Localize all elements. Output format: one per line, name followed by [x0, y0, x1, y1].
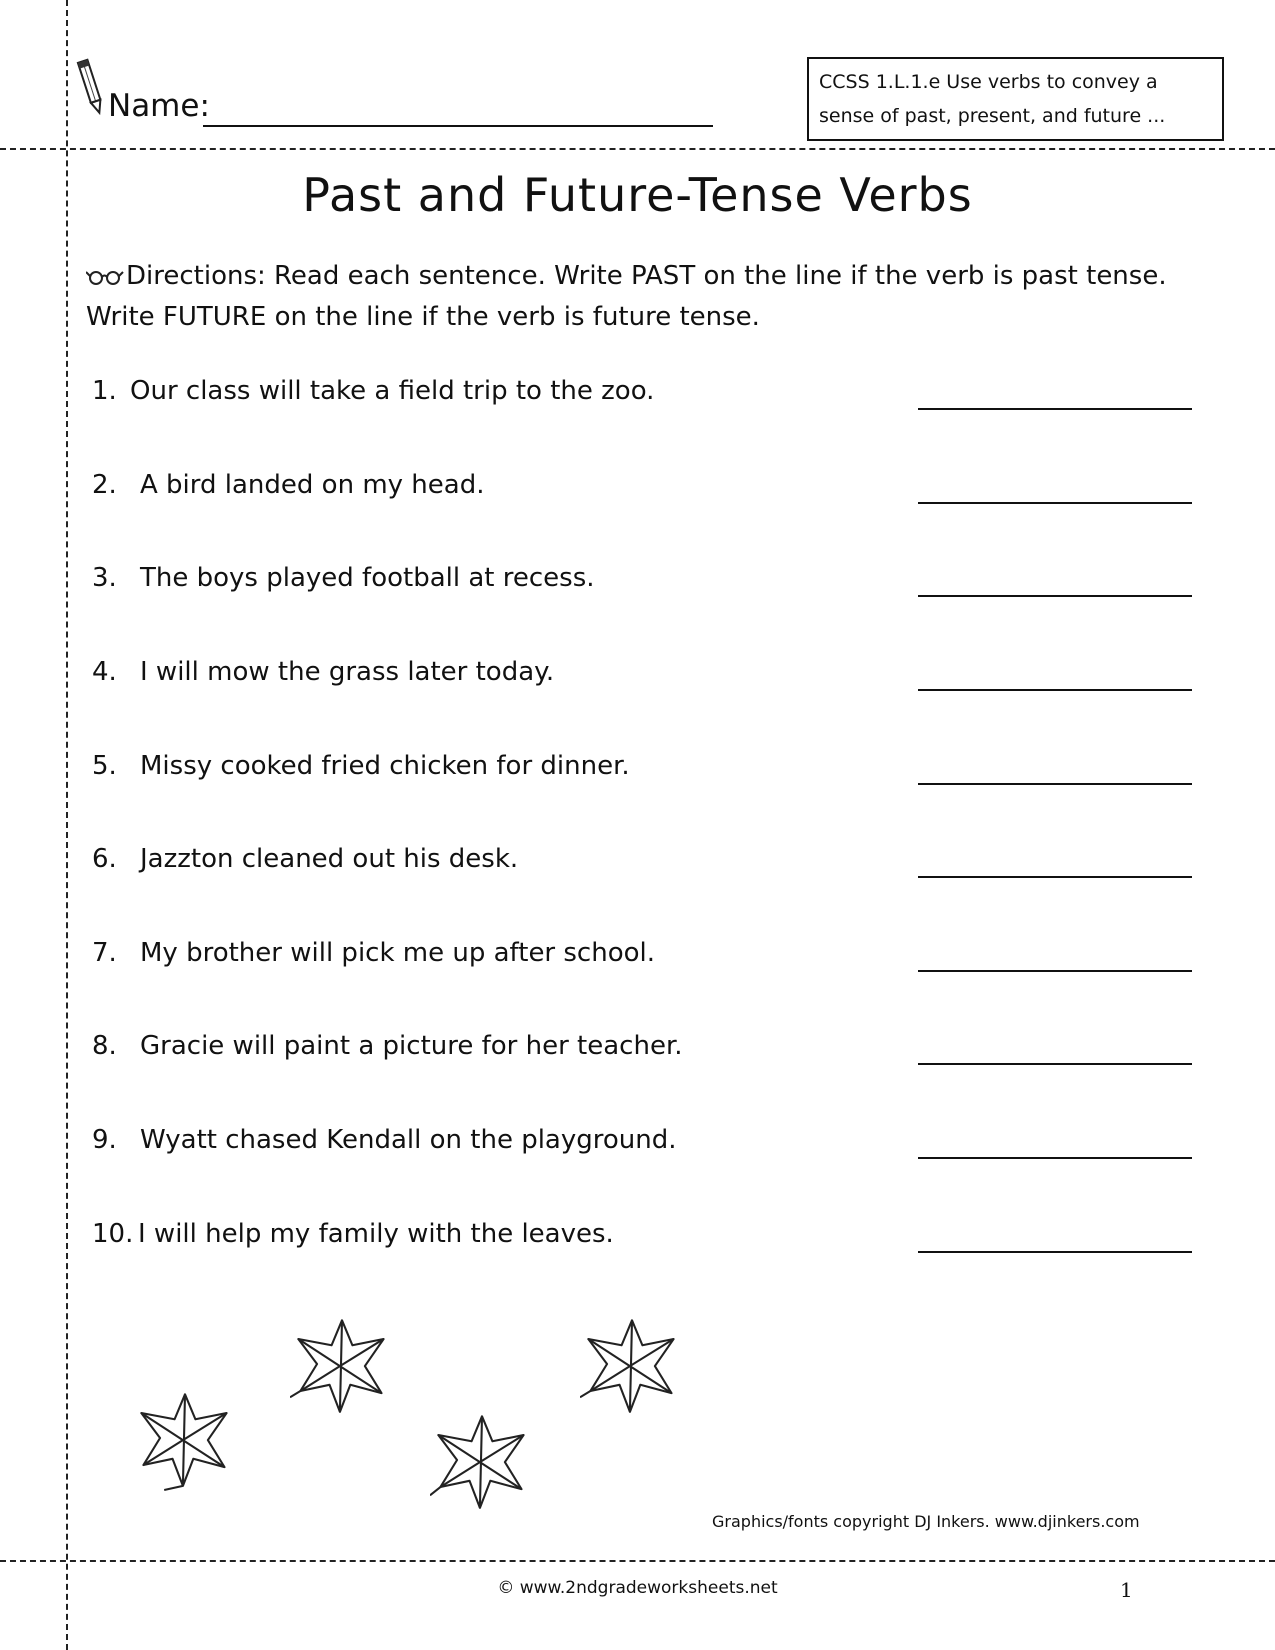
- leaf-icon: [133, 1384, 237, 1492]
- question-text: Jazzton cleaned out his desk.: [140, 844, 519, 874]
- directions: [86, 256, 1206, 338]
- question-text: My brother will pick me up after school.: [140, 938, 656, 968]
- graphics-credit: Graphics/fonts copyright DJ Inkers. www.djinkers.com: [712, 1512, 1140, 1531]
- question-number: 5.: [92, 751, 117, 781]
- question-text: The boys played football at recess.: [140, 563, 595, 593]
- question-row: [92, 657, 1202, 697]
- standard-box: CCSS 1.L.1.e Use verbs to convey a sense of past, present, and future ...: [807, 57, 1224, 141]
- answer-line[interactable]: [918, 783, 1192, 785]
- question-row: [92, 470, 1202, 510]
- question-text: I will mow the grass later today.: [140, 657, 555, 687]
- leaf-icon: [290, 1310, 394, 1418]
- question-number: 9.: [92, 1125, 117, 1155]
- question-number: 2.: [92, 470, 117, 500]
- question-text: I will help my family with the leaves.: [138, 1219, 614, 1249]
- question-text: Gracie will paint a picture for her teacher.: [140, 1031, 683, 1061]
- bottom-dashed-border: [0, 1560, 1275, 1562]
- answer-line[interactable]: [918, 970, 1192, 972]
- question-row: [92, 1125, 1202, 1165]
- page-number: 1: [1120, 1578, 1133, 1602]
- pencil-icon: [76, 56, 106, 118]
- answer-line[interactable]: [918, 876, 1192, 878]
- question-row: [92, 751, 1202, 791]
- question-number: 10.: [92, 1219, 134, 1249]
- question-row: [92, 376, 1202, 416]
- answer-line[interactable]: [918, 1063, 1192, 1065]
- question-text: Our class will take a field trip to the zoo.: [130, 376, 655, 406]
- directions-text: Directions: Read each sentence. Write PAST on the line if the verb is past tense. Write FUTURE on the line if the verb is future tense.: [86, 261, 1167, 332]
- top-dashed-border: [0, 148, 1275, 150]
- footer-website: © www.2ndgradeworksheets.net: [497, 1578, 778, 1598]
- question-text: Wyatt chased Kendall on the playground.: [140, 1125, 677, 1155]
- leaf-icon: [430, 1406, 534, 1514]
- answer-line[interactable]: [918, 1157, 1192, 1159]
- question-row: [92, 844, 1202, 884]
- question-number: 7.: [92, 938, 117, 968]
- name-label: Name:: [108, 88, 210, 124]
- question-row: [92, 563, 1202, 603]
- question-number: 3.: [92, 563, 117, 593]
- answer-line[interactable]: [918, 689, 1192, 691]
- worksheet-title: Past and Future-Tense Verbs: [302, 168, 973, 222]
- question-text: Missy cooked fried chicken for dinner.: [140, 751, 630, 781]
- name-field-line[interactable]: [203, 125, 713, 127]
- question-row: [92, 1219, 1202, 1259]
- leaf-icon: [580, 1310, 684, 1418]
- question-text: A bird landed on my head.: [140, 470, 485, 500]
- left-dashed-border: [66, 0, 68, 1650]
- question-number: 8.: [92, 1031, 117, 1061]
- question-number: 6.: [92, 844, 117, 874]
- answer-line[interactable]: [918, 408, 1192, 410]
- answer-line[interactable]: [918, 595, 1192, 597]
- question-number: 4.: [92, 657, 117, 687]
- answer-line[interactable]: [918, 1251, 1192, 1253]
- glasses-icon: [86, 268, 124, 286]
- question-row: [92, 938, 1202, 978]
- question-row: [92, 1031, 1202, 1071]
- answer-line[interactable]: [918, 502, 1192, 504]
- question-number: 1.: [92, 376, 117, 406]
